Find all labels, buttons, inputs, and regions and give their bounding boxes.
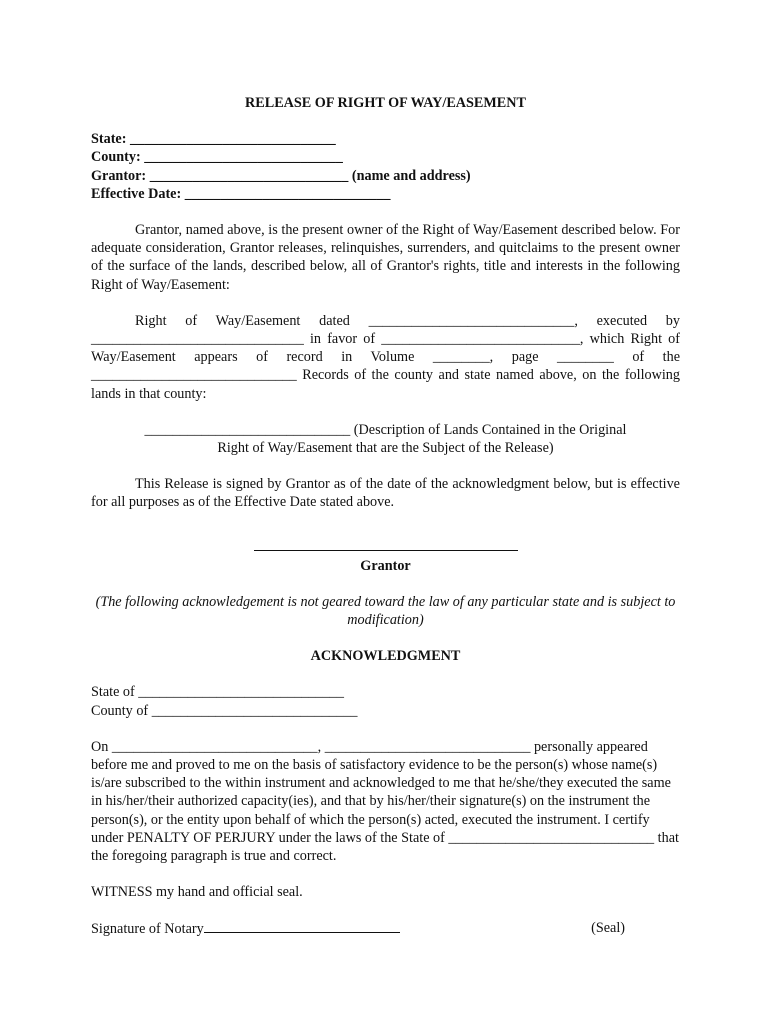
witness-line: WITNESS my hand and official seal. bbox=[91, 884, 303, 901]
seal-label: (Seal) bbox=[591, 919, 625, 936]
ack-state-field: State of _____________________________ bbox=[91, 684, 344, 701]
grantor-field: Grantor: ____________________________ (name and address) bbox=[91, 167, 471, 184]
intro-paragraph: Grantor, named above, is the present owner of the Right of Way/Easement described below. For adequate consideration, Grantor releases, relinquishes, surrenders, and quitclaims to the present owner of the surface of the lands, described below, all of Grantor's rights, title and interests in the following Right of Way/Easement: bbox=[91, 222, 680, 293]
ack-county-field: County of _____________________________ bbox=[91, 702, 358, 719]
effective-date-field: Effective Date: _____________________________ bbox=[91, 185, 391, 202]
acknowledgment-title: ACKNOWLEDGMENT bbox=[310, 648, 461, 665]
notary-signature-label: Signature of Notary bbox=[91, 920, 204, 937]
land-description-line2: Right of Way/Easement that are the Subject of the Release) bbox=[217, 440, 554, 457]
signed-paragraph: This Release is signed by Grantor as of the date of the acknowledgment below, but is effective for all purposes as of the Effective Date stated above. bbox=[91, 476, 680, 511]
document-title: RELEASE OF RIGHT OF WAY/EASEMENT bbox=[245, 95, 526, 111]
grantor-signature-line bbox=[254, 550, 518, 551]
county-field: County: ____________________________ bbox=[91, 149, 343, 166]
notary-signature-row bbox=[91, 920, 680, 938]
state-field: State: _____________________________ bbox=[91, 131, 336, 148]
land-description-line1: _____________________________ (Description of Lands Contained in the Original bbox=[144, 421, 627, 438]
details-paragraph: Right of Way/Easement dated _____________________________, executed by ______________________________ in favor of ____________________________, which Right of Way/Easement appears of record in Volume ________, page ________ of the _____________________________ Records of the county and state named above, on the following lands in that county: bbox=[91, 312, 680, 402]
ack-body-paragraph: On _____________________________, _____________________________ personally appeared before me and proved to me on the basis of satisfactory evidence to be the person(s) whose name(s) is/are subscribed to the within instrument and acknowledged to me that he/she/they executed the same in his/her/their authorized capacity(ies), and that by his/her/their signature(s) on the instrument the person(s), or the entity upon behalf of which the person(s) acted, executed the instrument. I certify under PENALTY OF PERJURY under the laws of the State of _____________________________ that the foregoing paragraph is true and correct. bbox=[91, 738, 679, 865]
document-content bbox=[91, 94, 680, 938]
acknowledgement-note: (The following acknowledgement is not geared toward the law of any particular state and is subject to modification) bbox=[95, 593, 676, 629]
notary-signature-line bbox=[204, 931, 400, 933]
grantor-signature-label: Grantor bbox=[360, 557, 411, 574]
